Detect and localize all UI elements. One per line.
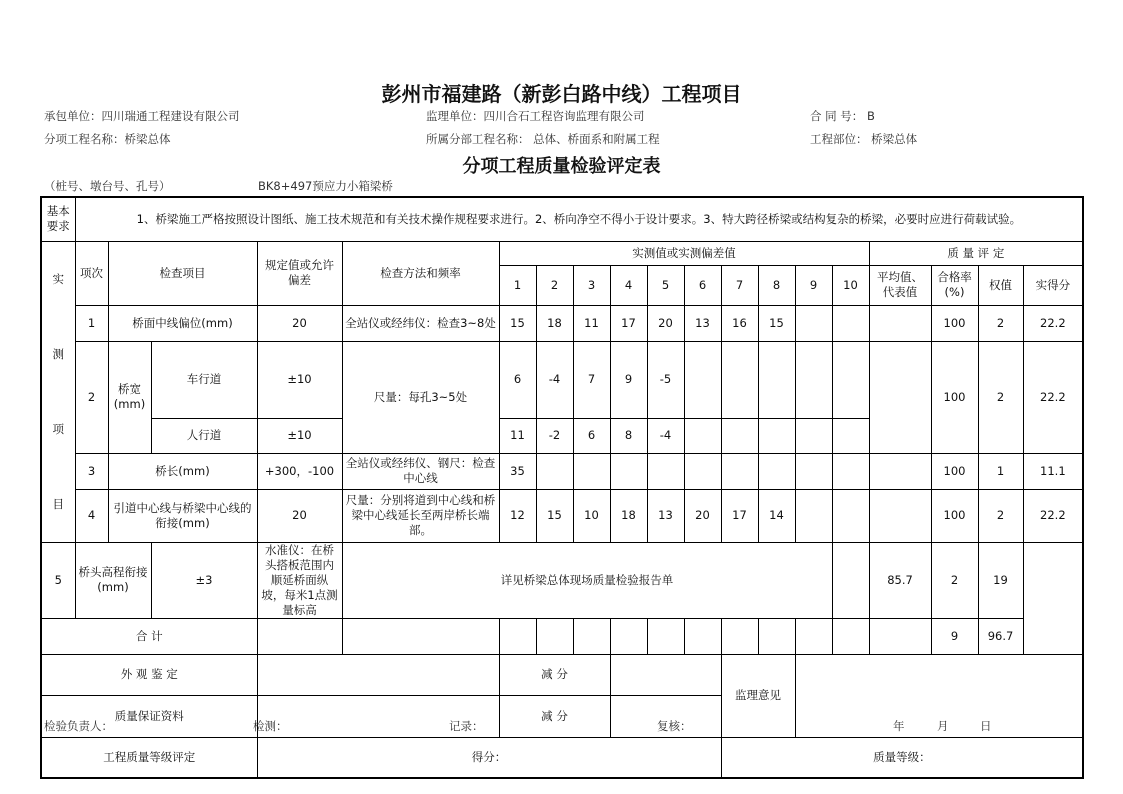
measured-value — [832, 489, 869, 542]
col-header: 6 — [684, 265, 721, 305]
pass-rate: 100 — [931, 341, 978, 453]
total-cell — [758, 618, 795, 654]
appearance-label: 外 观 鉴 定 — [41, 654, 257, 695]
method-header: 检查方法和频率 — [342, 241, 499, 305]
measured-value: 6 — [499, 341, 536, 418]
tolerance: 20 — [257, 489, 342, 542]
month-label: 月 — [937, 719, 949, 733]
measured-value — [684, 418, 721, 453]
measured-value: 15 — [536, 489, 573, 542]
appearance-value[interactable] — [257, 654, 499, 695]
measured-value: 13 — [684, 305, 721, 341]
weight: 2 — [931, 542, 978, 618]
check-sub-item: 车行道 — [151, 341, 257, 418]
total-cell — [795, 618, 832, 654]
tolerance: ±3 — [151, 542, 257, 618]
recorder-label: 记录： — [449, 719, 484, 733]
grade-score: 得分： — [257, 737, 721, 778]
work-location: 工程部位： 桥梁总体 — [810, 132, 918, 146]
weight: 2 — [978, 341, 1023, 453]
sub-item-name: 分项工程名称：桥梁总体 — [44, 132, 171, 146]
contractor: 承包单位：四川瑞通工程建设有限公司 — [44, 109, 240, 123]
measured-value: 8 — [610, 418, 647, 453]
tester-label: 检测： — [253, 719, 288, 733]
form-title: 分项工程质量检验评定表 — [462, 156, 661, 177]
pass-rate-header: 合格率(%) — [931, 265, 978, 305]
measured-value — [795, 341, 832, 418]
col-header: 4 — [610, 265, 647, 305]
measured-value — [832, 453, 869, 489]
measured-value: 35 — [499, 453, 536, 489]
measured-value: 6 — [573, 418, 610, 453]
score: 22.2 — [1023, 489, 1083, 542]
assurance-label: 质量保证资料 — [41, 695, 257, 737]
check-item: 桥头高程衔接(mm) — [75, 542, 151, 618]
row-no: 2 — [75, 341, 108, 453]
side-char: 实 — [52, 271, 64, 286]
weight: 2 — [978, 489, 1023, 542]
avg-value — [869, 341, 931, 453]
row-no: 5 — [41, 542, 75, 618]
check-item-header: 检查项目 — [108, 241, 257, 305]
check-item: 桥面中线偏位(mm) — [108, 305, 257, 341]
measured-value: 11 — [573, 305, 610, 341]
row-no: 1 — [75, 305, 108, 341]
tolerance: 20 — [257, 305, 342, 341]
tolerance: ±10 — [257, 418, 342, 453]
col-header: 9 — [795, 265, 832, 305]
contract-number: 合 同 号： B — [810, 109, 875, 123]
measured-value: 16 — [721, 305, 758, 341]
appearance-deduct-label: 减 分 — [499, 654, 610, 695]
side-label — [41, 241, 75, 542]
division-name: 所属分部工程名称： 总体、桥面系和附属工程 — [426, 132, 660, 146]
grade-label: 工程质量等级评定 — [41, 737, 257, 778]
total-score: 96.7 — [978, 618, 1023, 654]
score: 22.2 — [1023, 341, 1083, 453]
day-label: 日 — [980, 719, 992, 733]
measured-value — [795, 489, 832, 542]
measured-value: 14 — [758, 489, 795, 542]
measured-value: -2 — [536, 418, 573, 453]
weight: 2 — [978, 305, 1023, 341]
inspection-table — [40, 196, 1084, 779]
pass-rate: 100 — [931, 305, 978, 341]
method: 尺量：分别将道到中心线和桥梁中心线延长至两岸桥长端部。 — [342, 489, 499, 542]
col-header: 2 — [536, 265, 573, 305]
measured-value — [721, 341, 758, 418]
weight: 1 — [978, 453, 1023, 489]
measured-value: -5 — [647, 341, 684, 418]
side-char: 目 — [52, 496, 64, 511]
total-cell — [647, 618, 684, 654]
measured-value — [684, 341, 721, 418]
measured-value — [573, 453, 610, 489]
measured-value: 17 — [721, 489, 758, 542]
method: 全站仪或经纬仪、钢尺：检查中心线 — [342, 453, 499, 489]
total-cell — [342, 618, 499, 654]
reviewer-label: 复核： — [657, 719, 692, 733]
side-char: 测 — [52, 346, 64, 361]
total-weight: 9 — [931, 618, 978, 654]
total-cell — [499, 618, 536, 654]
col-header: 10 — [832, 265, 869, 305]
col-header: 1 — [499, 265, 536, 305]
col-header: 8 — [758, 265, 795, 305]
measured-value: 18 — [610, 489, 647, 542]
measured-value: 7 — [573, 341, 610, 418]
measured-value — [758, 453, 795, 489]
total-cell — [832, 618, 869, 654]
supervisor: 监理单位：四川合石工程咨询监理有限公司 — [426, 109, 645, 123]
score: 19 — [978, 542, 1023, 618]
measured-value — [795, 418, 832, 453]
total-cell — [610, 618, 647, 654]
grade-level: 质量等级： — [721, 737, 1083, 778]
avg-header: 平均值、代表值 — [869, 265, 931, 305]
tolerance: ±10 — [257, 341, 342, 418]
avg-value — [869, 305, 931, 341]
measured-value: 15 — [758, 305, 795, 341]
measured-value: 18 — [536, 305, 573, 341]
measured-value: 13 — [647, 489, 684, 542]
measured-value: 20 — [684, 489, 721, 542]
pass-rate: 100 — [931, 489, 978, 542]
basic-label: 基本要求 — [41, 197, 75, 241]
avg-value — [869, 453, 931, 489]
item-no-header: 项次 — [75, 241, 108, 305]
chief-inspector-label: 检验负责人： — [44, 719, 113, 733]
score-header: 实得分 — [1023, 265, 1083, 305]
score: 22.2 — [1023, 305, 1083, 341]
measured-value — [684, 453, 721, 489]
side-char: 项 — [52, 421, 64, 436]
method: 水准仪：在桥头搭板范围内顺延桥面纵坡，每米1点测量标高 — [257, 542, 342, 618]
total-cell — [869, 618, 931, 654]
pass-rate: 100 — [931, 453, 978, 489]
method: 尺量：每孔3~5处 — [342, 341, 499, 453]
measured-value — [721, 453, 758, 489]
col-header: 3 — [573, 265, 610, 305]
measured-value: 11 — [499, 418, 536, 453]
supervision-label: 监理意见 — [721, 654, 795, 737]
measured-value — [832, 418, 869, 453]
row-no: 4 — [75, 489, 108, 542]
total-method — [257, 618, 342, 654]
measured-value: 12 — [499, 489, 536, 542]
pass-rate: 85.7 — [869, 542, 931, 618]
measured-value: 17 — [610, 305, 647, 341]
total-cell — [721, 618, 758, 654]
year-label: 年 — [893, 719, 905, 733]
avg-value — [869, 489, 931, 542]
measured-value — [795, 453, 832, 489]
col-header: 7 — [721, 265, 758, 305]
report-reference: 详见桥梁总体现场质量检验报告单 — [342, 542, 832, 618]
measured-value — [832, 305, 869, 341]
measured-value: -4 — [536, 341, 573, 418]
basic-requirements: 1、桥梁施工严格按照设计图纸、施工技术规范和有关技术操作规程要求进行。2、桥向净空不得小于设计要求。3、特大跨径桥梁或结构复杂的桥梁，必要时应进行荷载试验。 — [75, 197, 1083, 241]
check-item: 桥宽(mm) — [108, 341, 151, 453]
pile-value: BK8+497预应力小箱梁桥 — [258, 179, 393, 193]
total-label: 合 计 — [41, 618, 257, 654]
total-cell — [684, 618, 721, 654]
method: 全站仪或经纬仪：检查3~8处 — [342, 305, 499, 341]
tolerance: +300，-100 — [257, 453, 342, 489]
total-cell — [536, 618, 573, 654]
measured-value — [795, 305, 832, 341]
measured-value — [647, 453, 684, 489]
measured-value: -4 — [647, 418, 684, 453]
measured-value: 15 — [499, 305, 536, 341]
weight-header: 权值 — [978, 265, 1023, 305]
measured-value — [610, 453, 647, 489]
check-item: 引道中心线与桥梁中心线的衔接(mm) — [108, 489, 257, 542]
row-no: 3 — [75, 453, 108, 489]
score: 11.1 — [1023, 453, 1083, 489]
measured-value — [758, 418, 795, 453]
measured-header: 实测值或实测偏差值 — [499, 241, 869, 265]
avg-value — [832, 542, 869, 618]
measured-value — [721, 418, 758, 453]
pile-label: （桩号、墩台号、孔号） — [44, 179, 171, 193]
measured-value: 9 — [610, 341, 647, 418]
col-header: 5 — [647, 265, 684, 305]
check-item: 桥长(mm) — [108, 453, 257, 489]
page-title: 彭州市福建路（新彭白路中线）工程项目 — [381, 82, 742, 106]
quality-header: 质 量 评 定 — [869, 241, 1083, 265]
measured-value: 10 — [573, 489, 610, 542]
assurance-deduct-label: 减 分 — [499, 695, 610, 737]
appearance-deduct-value[interactable] — [610, 654, 721, 695]
check-sub-item: 人行道 — [151, 418, 257, 453]
measured-value — [832, 341, 869, 418]
tolerance-header: 规定值或允许偏差 — [257, 241, 342, 305]
measured-value: 20 — [647, 305, 684, 341]
total-cell — [573, 618, 610, 654]
measured-value — [758, 341, 795, 418]
measured-value — [536, 453, 573, 489]
